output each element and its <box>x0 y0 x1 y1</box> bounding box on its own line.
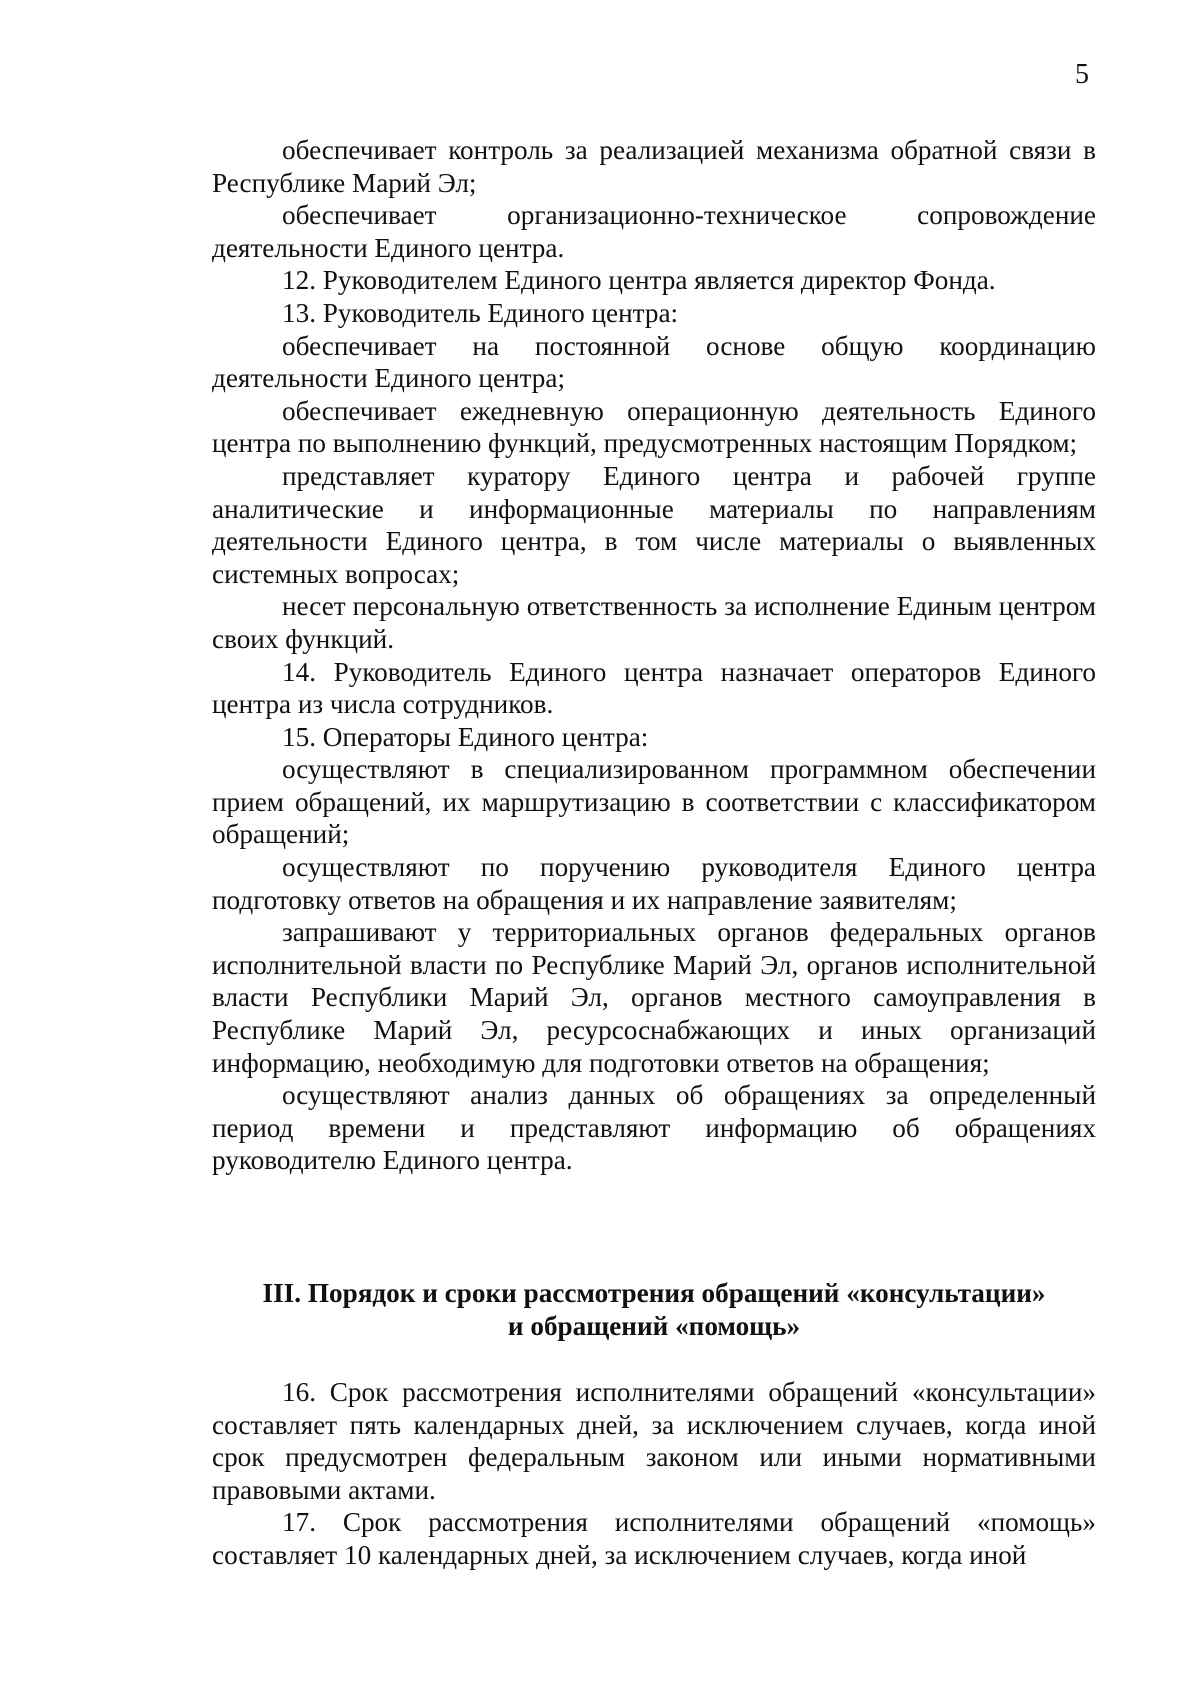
paragraph: обеспечивает ежедневную операционную деятельность Единого центра по выполнению функций, предусмотренных настоящим Порядком; <box>212 395 1096 459</box>
paragraph: обеспечивает контроль за реализацией механизма обратной связи в Республике Марий Эл; <box>212 135 1096 198</box>
paragraph: 17. Срок рассмотрения исполнителями обращений «помощь» составляет 10 календарных дней, за исключением случаев, когда иной <box>212 1507 1096 1570</box>
paragraph: представляет куратору Единого центра и рабочей группе аналитические и информационные материалы по направлениям деятельности Единого центра, в том числе материалы о выявленных системных вопросах; <box>212 460 1096 589</box>
paragraph: обеспечивает организационно-техническое сопровождение деятельности Единого центра. <box>212 200 1096 263</box>
paragraph: осуществляют по поручению руководителя Единого центра подготовку ответов на обращения и их направление заявителям; <box>212 852 1096 915</box>
section-heading-line: и обращений «помощь» <box>507 1310 801 1341</box>
paragraph: 14. Руководитель Единого центра назначает операторов Единого центра из числа сотрудников. <box>212 656 1096 720</box>
document-body <box>212 134 1096 1177</box>
paragraph: обеспечивает на постоянной основе общую координацию деятельности Единого центра; <box>212 330 1096 394</box>
paragraph: 15. Операторы Единого центра: <box>282 721 649 752</box>
paragraph: несет персональную ответственность за исполнение Единым центром своих функций. <box>212 591 1096 654</box>
section-body <box>212 1376 1096 1572</box>
paragraph: 12. Руководителем Единого центра является директор Фонда. <box>282 265 996 296</box>
page-number: 5 <box>1075 59 1089 90</box>
paragraph: осуществляют в специализированном программном обеспечении прием обращений, их маршрутизацию в соответствии с классификатором обращений; <box>212 754 1096 850</box>
section-heading-line: III. Порядок и сроки рассмотрения обращений «консультации» <box>262 1278 1046 1308</box>
section-heading <box>212 1277 1096 1342</box>
paragraph: осуществляют анализ данных об обращениях за определенный период времени и представляют информацию об обращениях руководителю Единого центра. <box>212 1080 1096 1176</box>
paragraph: 16. Срок рассмотрения исполнителями обращений «консультации» составляет пять календарных дней, за исключением случаев, когда иной срок предусмотрен федеральным законом или иными нормативными правовыми актами. <box>212 1377 1096 1505</box>
paragraph: 13. Руководитель Единого центра: <box>282 297 679 328</box>
paragraph: запрашивают у территориальных органов федеральных органов исполнительной власти по Республике Марий Эл, органов исполнительной власти Республики Марий Эл, органов местного самоуправления в Республике Марий Эл, ресурсоснабжающих и иных организаций информацию, необходимую для подготовки ответов на обращения; <box>212 917 1096 1078</box>
